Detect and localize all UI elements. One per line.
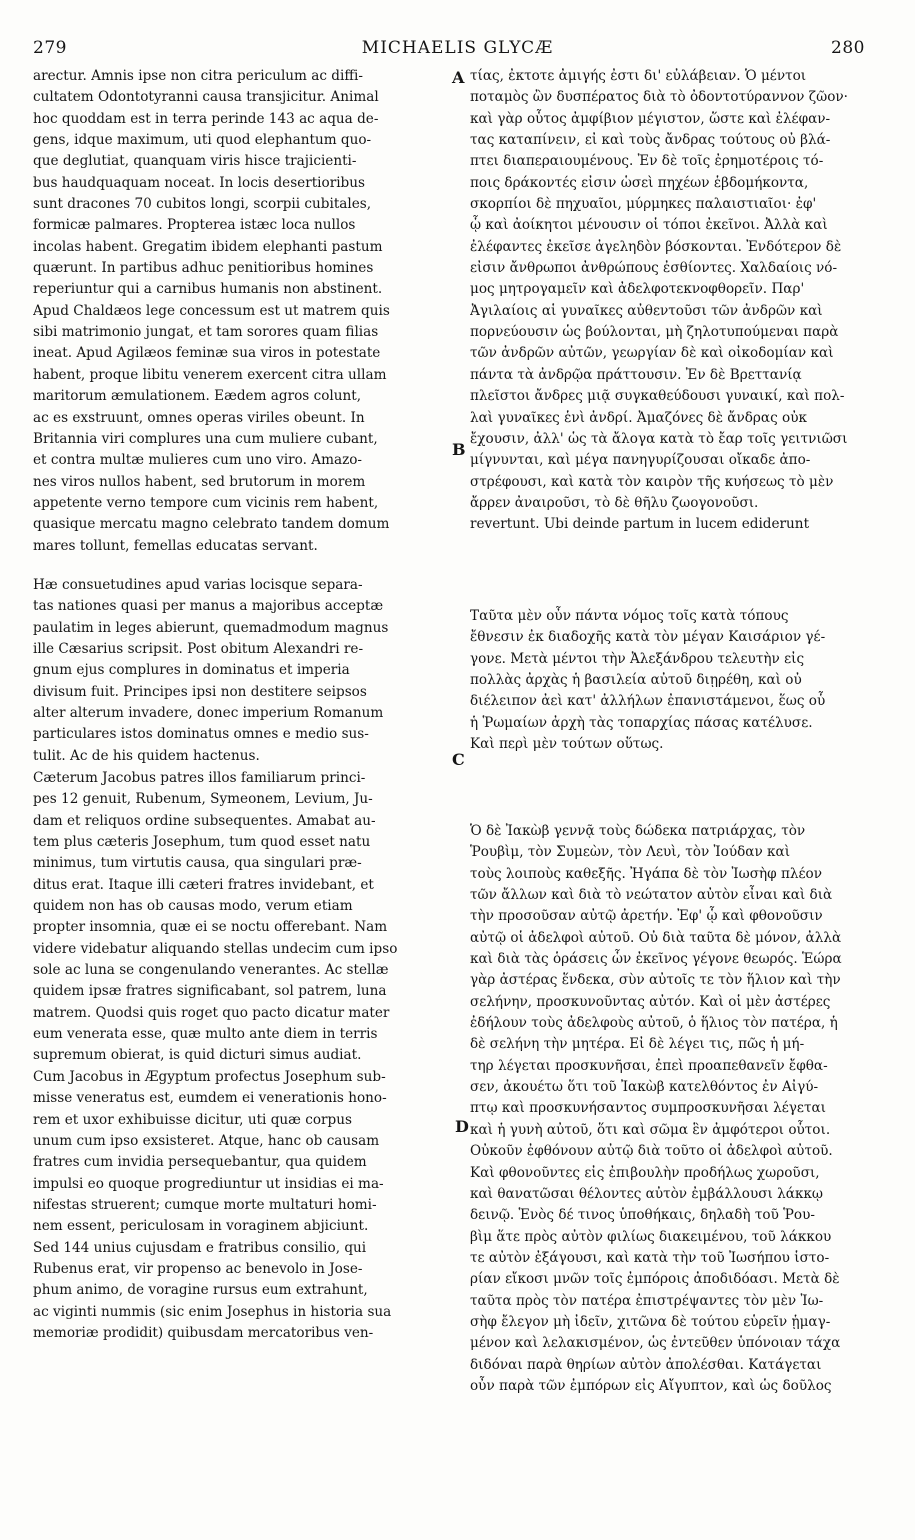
margin-marker-b: B: [452, 440, 466, 459]
greek-text-line: ἔθνεσιν ἐκ διαδοχῆς κατὰ τὸν μέγαν Καισάριον γέ-: [470, 629, 826, 646]
greek-text-line: μίγνυνται, καὶ μέγα πανηγυρίζουσαι οἴκαδε ἀπο-: [470, 452, 811, 469]
greek-text-line: τίας, ἐκτοτε ἀμιγής ἐστι δι' εὐλάβειαν. Ὁ μέντοι: [470, 68, 807, 84]
greek-text-line: γονε. Μετὰ μέντοι τὴν Ἀλεξάνδρου τελευτὴν εἰς: [470, 650, 805, 667]
latin-text-line: impulsi eo quoque progrediuntur ut insidias ei ma-: [33, 1175, 384, 1192]
latin-paragraph: [33, 768, 443, 1344]
greek-paragraph: [470, 821, 877, 1397]
latin-text-line: unum cum ipso exsisteret. Atque, hanc ob causam: [33, 1132, 380, 1149]
greek-text-line: Οὐκοῦν ἐφθόνουν αὐτῷ διὰ τοῦτο οἱ ἀδελφοὶ αὐτοῦ.: [470, 1143, 833, 1160]
latin-text-line: memoriæ prodidit) quibusdam mercatoribus ven-: [33, 1324, 374, 1341]
latin-text-line: ille Cæsarius scripsit. Post obitum Alexandri re-: [33, 641, 364, 658]
latin-text-line: paulatim in leges abierunt, quemadmodum magnus: [33, 619, 389, 636]
greek-paragraph: [470, 66, 877, 536]
greek-text-line: Καὶ περὶ μὲν τούτων οὕτως.: [470, 736, 664, 753]
latin-text-line: formicæ palmares. Propterea istæc loca nullos: [33, 217, 356, 234]
latin-text-line: quasique mercatu magno celebrato tandem domum: [33, 516, 390, 533]
greek-text-line: πορνεύουσιν ὡς βούλονται, μὴ ζηλοτυπούμεναι παρὰ: [470, 324, 839, 341]
greek-text-line: καὶ ἡ γυνὴ αὐτοῦ, ὅτι καὶ σῶμα ἓν ἀμφότεροι οὗτοι.: [470, 1121, 831, 1138]
greek-text-line: Ὁ δὲ Ἰακὼβ γεννᾷ τοὺς δώδεκα πατριάρχας, τὸν: [470, 823, 806, 839]
latin-text-line: quærunt. In partibus adhuc penitioribus homines: [33, 260, 374, 277]
latin-text-line: matrem. Quodsi quis roget quo pacto dicatur mater: [33, 1004, 390, 1021]
latin-text-line: incolas habent. Gregatim ibidem elephanti pastum: [33, 238, 383, 255]
latin-text-line: nifestas struerent; cumque morte multaturi homi-: [33, 1196, 377, 1213]
latin-text-line: ineat. Apud Agilæos feminæ sua viros in potestate: [33, 345, 381, 362]
latin-text-line: ditus erat. Itaque illi cæteri fratres invidebant, et: [33, 876, 374, 893]
greek-text-line: τε αὐτὸν ἐξάγουσι, καὶ κατὰ τὴν τοῦ Ἰωσήπου ἱστο-: [470, 1249, 830, 1266]
latin-text-line: quidem ipsæ fratres significabant, sol patrem, luna: [33, 983, 387, 1000]
latin-text-line: ac es exstruunt, omnes operas viriles obeunt. In: [33, 409, 365, 426]
latin-text-line: quidem non has ob causas modo, verum etiam: [33, 898, 353, 915]
greek-text-line: τῶν ἄλλων καὶ διὰ τὸ νεώτατον αὐτὸν εἶναι καὶ διὰ: [470, 887, 833, 904]
latin-text-line: Apud Chaldæos lege concessum est ut matrem quis: [33, 302, 390, 319]
page-number-right: 280: [831, 38, 865, 58]
greek-text-line: δεινῷ. Ἑνὸς δέ τινος ὑποθήκαις, δηλαδὴ τοῦ Ῥου-: [470, 1207, 815, 1224]
greek-text-line: πλεῖστοι ἄνδρες μιᾷ συγκαθεύδουσι γυναικί, καὶ πολ-: [470, 388, 845, 405]
latin-text-line: Cæterum Jacobus patres illos familiarum princi-: [33, 770, 366, 786]
latin-text-line: pes 12 genuit, Rubenum, Symeonem, Levium, Ju-: [33, 791, 373, 808]
greek-text-line: ταῦτα πρὸς τὸν πατέρα ἐπιστρέψαντες τὸν μὲν Ἰω-: [470, 1292, 824, 1309]
latin-text-line: sole ac luna se congenulando venerantes. Ac stellæ: [33, 962, 389, 979]
running-title: MICHAELIS GLYCÆ: [361, 38, 554, 58]
greek-text-line: τὴν προσοῦσαν αὐτῷ ἀρετήν. Ἐφ' ᾧ καὶ φθονοῦσιν: [470, 908, 823, 925]
latin-text-line: nem essent, periculosam in voraginem abjiciunt.: [33, 1218, 369, 1235]
latin-text-line: tem plus cæteris Josephum, tum quod esset natu: [33, 834, 371, 851]
greek-text-line: ποις δράκοντές εἰσιν ὡσεὶ πηχέων ἑβδομήκοντα,: [470, 174, 809, 191]
latin-text-line: dam et reliquos ordine subsequentes. Amabat au-: [33, 812, 376, 829]
greek-text-line: αὐτῷ οἱ ἀδελφοὶ αὐτοῦ. Οὐ διὰ ταῦτα δὲ μόνον, ἀλλὰ: [470, 929, 842, 946]
greek-text-line: ᾧ καὶ ἀοίκητοι μένουσιν οἱ τόποι ἐκεῖνοι. Ἀλλὰ καὶ: [470, 217, 828, 234]
latin-text-line: maritorum æmulationem. Eædem agros colunt,: [33, 388, 362, 405]
greek-text-line: πτῳ καὶ προσκυνήσαντος συμπροσκυνῆσαι λέγεται: [470, 1100, 827, 1117]
greek-text-line: καὶ διὰ τὰς ὁράσεις ὧν ἐκεῖνος γέγονε θεωρός. Ἑώρα: [470, 951, 842, 968]
latin-text-line: habent, proque libitu venerem exercent citra ullam: [33, 366, 387, 383]
greek-text-line: καὶ θανατῶσαι θέλοντες αὐτὸν ἐμβάλλουσι λάκκῳ: [470, 1185, 824, 1202]
margin-marker-c: C: [452, 750, 465, 769]
latin-text-line: nes viros nullos habent, sed brutorum in morem: [33, 473, 366, 490]
greek-text-line: λαὶ γυναῖκες ἑνὶ ἀνδρί. Ἀμαζόνες δὲ ἄνδρας οὐκ: [470, 409, 807, 426]
latin-text-line: rem et uxor exhibuisse dicitur, uti quæ corpus: [33, 1111, 352, 1128]
latin-text-line: minimus, tum virtutis causa, qua singulari præ-: [33, 855, 362, 872]
greek-text-line: σελήνην, προσκυνοῦντας αὐτόν. Καὶ οἱ μὲν ἀστέρες: [470, 993, 831, 1010]
margin-marker-d: D: [455, 1117, 469, 1136]
latin-text-line: sunt dracones 70 cubitos longi, scorpii cubitales,: [33, 196, 372, 213]
greek-text-line: σεν, ἀκουέτω ὅτι τοῦ Ἰακὼβ κατελθόντος ἐν Αἰγύ-: [470, 1079, 819, 1096]
latin-text-line: gnum ejus complures in dominatus et imperia: [33, 662, 350, 679]
latin-paragraph: [33, 575, 443, 767]
latin-text-line: sibi matrimonio jungat, et tam sorores quam filias: [33, 324, 379, 341]
greek-text-line: πάντα τὰ ἀνδρῷα πράττουσιν. Ἐν δὲ Βρεττανίᾳ: [470, 366, 802, 383]
margin-marker-a: A: [452, 68, 465, 87]
greek-text-line: ποταμὸς ὢν δυσπέρατος διὰ τὸ ὀδοντοτύραννον ζῶον·: [470, 89, 848, 106]
latin-text-line: eum venerata esse, quæ multo ante diem in terris: [33, 1026, 378, 1043]
latin-text-line: divisum fuit. Principes ipsi non destitere seipsos: [33, 683, 367, 700]
latin-text-line: tulit. Ac de his quidem hactenus.: [33, 747, 260, 764]
greek-text-line: τας καταπίνειν, εἰ καὶ τοὺς ἄνδρας τούτους οὐ βλά-: [470, 132, 831, 149]
greek-text-line: διδόναι παρὰ θηρίων αὐτὸν ἀπολέσθαι. Κατάγεται: [470, 1356, 822, 1373]
greek-text-line: Ταῦτα μὲν οὖν πάντα νόμος τοῖς κατὰ τόπους: [470, 608, 789, 624]
greek-text-line: Καὶ φθονοῦντες εἰς ἐπιβουλὴν προδήλως χωροῦσι,: [470, 1164, 820, 1181]
latin-text-line: appetente verno tempore cum vicinis rem habent,: [33, 494, 379, 511]
greek-text-line: τῶν ἀνδρῶν αὐτῶν, γεωργίαν δὲ καὶ οἰκοδομίαν καὶ: [470, 345, 834, 362]
latin-text-line: misse veneratus est, eumdem ei venerationis hono-: [33, 1090, 387, 1107]
latin-text-line: Hæ consuetudines apud varias locisque separa-: [33, 577, 363, 593]
latin-text-line: alter alterum invadere, donec imperium Romanum: [33, 705, 384, 722]
latin-text-line: bus haudquaquam noceat. In locis desertioribus: [33, 174, 365, 191]
latin-text-line: Britannia viri complures una cum muliere cubant,: [33, 430, 378, 447]
latin-text-line: ac viginti nummis (sic enim Josephus in historia sua: [33, 1303, 392, 1320]
greek-text-line: ἐδήλουν τοὺς ἀδελφοὺς αὐτοῦ, ὁ ἥλιος τὸν πατέρα, ἡ: [470, 1015, 838, 1032]
greek-text-line: στρέφουσι, καὶ κατὰ τὸν καιρὸν τῆς κυήσεως τὸ μὲν: [470, 473, 834, 490]
greek-text-line: ρίαν εἴκοσι μνῶν τοῖς ἐμπόροις ἀποδιδόασι. Μετὰ δὲ: [470, 1271, 840, 1288]
latin-text-line: Sed 144 unius cujusdam e fratribus consilio, qui: [33, 1239, 367, 1256]
greek-text-line: βὶμ ἅτε πρὸς αὐτὸν φιλίως διακειμένου, τοῦ λάκκου: [470, 1228, 832, 1245]
greek-text-line: καὶ γὰρ οὗτος ἀμφίβιον μέγιστον, ὥστε καὶ ἐλέφαν-: [470, 110, 831, 127]
latin-text-line: gens, idque maximum, uti quod elephantum quo-: [33, 132, 372, 149]
greek-text-line: revertunt. Ubi deinde partum in lucem ediderunt: [470, 516, 810, 533]
latin-text-line: que deglutiat, quanquam viris hisce trajicienti-: [33, 153, 357, 170]
greek-text-line: τηρ λέγεται προσκυνῆσαι, ἐπεὶ προαπεθανεῖν ἔφθα-: [470, 1057, 828, 1074]
latin-text-line: fratres cum invidia persequebantur, qua quidem: [33, 1154, 367, 1171]
greek-text-line: πολλὰς ἀρχὰς ἡ βασιλεία αὐτοῦ διῃρέθη, καὶ οὐ: [470, 672, 802, 689]
greek-text-line: οὖν παρὰ τῶν ἐμπόρων εἰς Αἴγυπτον, καὶ ὡς δοῦλος: [470, 1377, 832, 1394]
latin-text-line: particulares istos dominatus omnes e medio sus-: [33, 726, 369, 743]
greek-paragraph: [470, 606, 877, 755]
latin-text-line: Cum Jacobus in Ægyptum profectus Josephum sub-: [33, 1068, 386, 1085]
greek-text-line: Ἀγιλαίοις αἱ γυναῖκες αὐθεντοῦσι τῶν ἀνδρῶν καὶ: [470, 302, 823, 319]
greek-text-line: γὰρ ἀστέρας ἕνδεκα, σὺν αὐτοῖς τε τὸν ἥλιον καὶ τὴν: [470, 972, 841, 989]
greek-text-line: ἐλέφαντες ἐκεῖσε ἀγεληδὸν βόσκονται. Ἐνδότερον δὲ: [470, 238, 842, 255]
greek-text-line: Ῥουβὶμ, τὸν Συμεὼν, τὸν Λευὶ, τὸν Ἰούδαν καὶ: [470, 844, 791, 861]
greek-text-line: ἄρρεν ἀναιροῦσι, τὸ δὲ θῆλυ ζωογονοῦσι.: [470, 494, 759, 511]
latin-text-line: reperiuntur qui a carnibus humanis non abstinent.: [33, 281, 383, 298]
greek-text-line: σὴφ ἔλεγον μὴ ἰδεῖν, χιτῶνα δὲ τούτου εὑρεῖν ᾑμαγ-: [470, 1313, 831, 1330]
latin-text-line: Rubenus erat, vir propenso ac benevolo in Jose-: [33, 1260, 363, 1277]
latin-paragraph: [33, 66, 443, 557]
greek-text-line: δὲ σελήνη τὴν μητέρα. Εἰ δὲ λέγει τις, πῶς ἡ μή-: [470, 1036, 805, 1053]
greek-text-line: τοὺς λοιποὺς καθεξῆς. Ἠγάπα δὲ τὸν Ἰωσὴφ πλέον: [470, 865, 823, 882]
greek-text-line: μος μητρογαμεῖν καὶ ἀδελφοτεκνοφθορεῖν. Παρ': [470, 281, 805, 298]
latin-text-line: arectur. Amnis ipse non citra periculum ac diffi-: [33, 68, 363, 84]
latin-text-line: hoc quoddam est in terra perinde 143 ac aqua de-: [33, 110, 379, 127]
latin-text-line: supremum obierat, is quid dicturi simus audiat.: [33, 1047, 362, 1064]
greek-text-line: μένον καὶ λελακισμένον, ὡς ἐντεῦθεν ὑπόνοιαν τάχα: [470, 1335, 841, 1352]
latin-text-line: propter insomnia, quæ ei se noctu offerebant. Nam: [33, 919, 388, 936]
latin-text-line: et contra multæ mulieres cum uno viro. Amazo-: [33, 452, 363, 469]
greek-text-line: ἡ Ῥωμαίων ἀρχὴ τὰς τοπαρχίας πάσας κατέλυσε.: [470, 714, 813, 731]
latin-text-line: videre videbatur aliquando stellas undecim cum ipso: [33, 940, 398, 957]
greek-text-line: διέλειπον ἀεὶ κατ' ἀλλήλων ἐπανιστάμενοι, ἕως οὗ: [470, 693, 826, 710]
latin-text-line: cultatem Odontotyranni causa transjicitur. Animal: [33, 89, 379, 106]
greek-text-line: πτει διαπεραιουμένους. Ἐν δὲ τοῖς ἐρημοτέροις τό-: [470, 153, 824, 170]
latin-text-line: phum animo, de voragine rursus eum extrahunt,: [33, 1282, 368, 1299]
latin-text-line: mares tollunt, femellas educatas servant.: [33, 537, 318, 554]
page-number-left: 279: [33, 38, 67, 58]
latin-text-line: tas nationes quasi per manus a majoribus acceptæ: [33, 598, 384, 615]
greek-text-line: ἔχουσιν, ἀλλ' ὡς τὰ ἄλογα κατὰ τὸ ἔαρ τοῖς γειτνιῶσι: [470, 430, 848, 447]
greek-text-line: σκορπίοι δὲ πηχυαῖοι, μύρμηκες παλαιστιαῖοι· ἐφ': [470, 196, 817, 213]
greek-text-line: εἰσιν ἄνθρωποι ἀνθρώπους ἐσθίοντες. Χαλδαίοις νό-: [470, 260, 838, 277]
